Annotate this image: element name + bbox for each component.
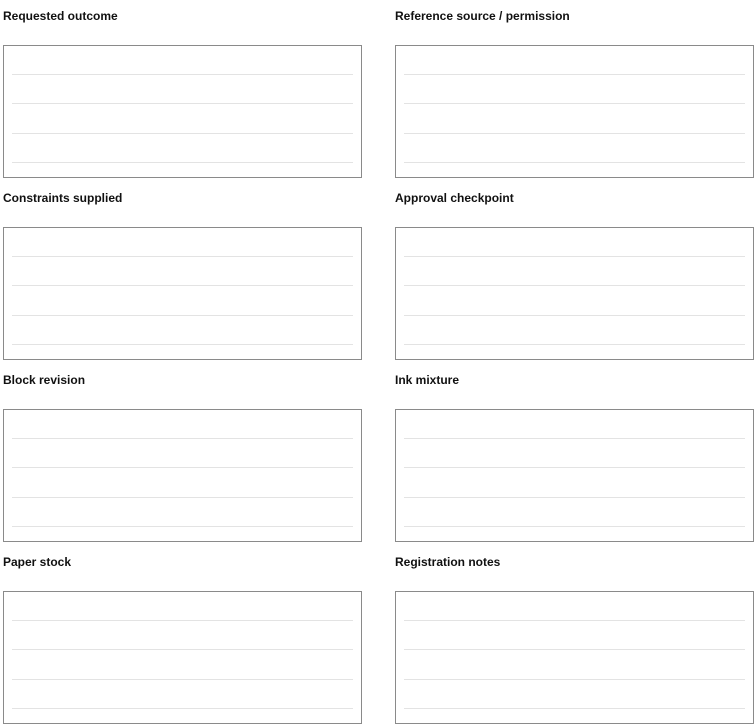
field-label: Ink mixture [395,373,460,387]
ruled-line [404,162,745,163]
field-label: Requested outcome [3,9,118,23]
ruled-line [12,526,353,527]
block-revision-textarea[interactable] [3,409,362,542]
field-block-revision [3,364,362,536]
field-label: Approval checkpoint [395,191,514,205]
ruled-line [404,344,745,345]
ruled-line [404,497,745,498]
ruled-line [12,438,353,439]
field-paper-stock [3,546,362,718]
ruled-line [404,467,745,468]
ruled-line [404,708,745,709]
field-approval-checkpoint [395,182,754,354]
ruled-line [12,133,353,134]
ruled-line [12,679,353,680]
field-ink-mixture [395,364,754,536]
ruled-line [404,649,745,650]
ruled-line [12,620,353,621]
ruled-line [404,438,745,439]
field-requested-outcome [3,0,362,172]
field-label: Block revision [3,373,86,387]
constraints-supplied-textarea[interactable] [3,227,362,360]
ruled-line [12,708,353,709]
field-label: Reference source / permission [395,9,570,23]
ruled-line [12,497,353,498]
field-label: Registration notes [395,555,501,569]
ruled-line [404,133,745,134]
field-label: Constraints supplied [3,191,123,205]
ruled-line [12,74,353,75]
ruled-line [404,526,745,527]
form-grid [3,0,754,718]
ruled-line [404,315,745,316]
ruled-line [12,315,353,316]
ink-mixture-textarea[interactable] [395,409,754,542]
ruled-line [12,162,353,163]
requested-outcome-textarea[interactable] [3,45,362,178]
ruled-line [12,467,353,468]
ruled-line [12,649,353,650]
field-label: Paper stock [3,555,72,569]
ruled-line [404,103,745,104]
ruled-line [12,103,353,104]
ruled-line [404,679,745,680]
ruled-line [12,344,353,345]
field-constraints-supplied [3,182,362,354]
ruled-line [12,285,353,286]
ruled-line [404,74,745,75]
field-registration-notes [395,546,754,718]
field-reference-source [395,0,754,172]
paper-stock-textarea[interactable] [3,591,362,724]
ruled-line [404,256,745,257]
ruled-line [404,620,745,621]
ruled-line [12,256,353,257]
ruled-line [404,285,745,286]
registration-notes-textarea[interactable] [395,591,754,724]
approval-checkpoint-textarea[interactable] [395,227,754,360]
reference-source-textarea[interactable] [395,45,754,178]
